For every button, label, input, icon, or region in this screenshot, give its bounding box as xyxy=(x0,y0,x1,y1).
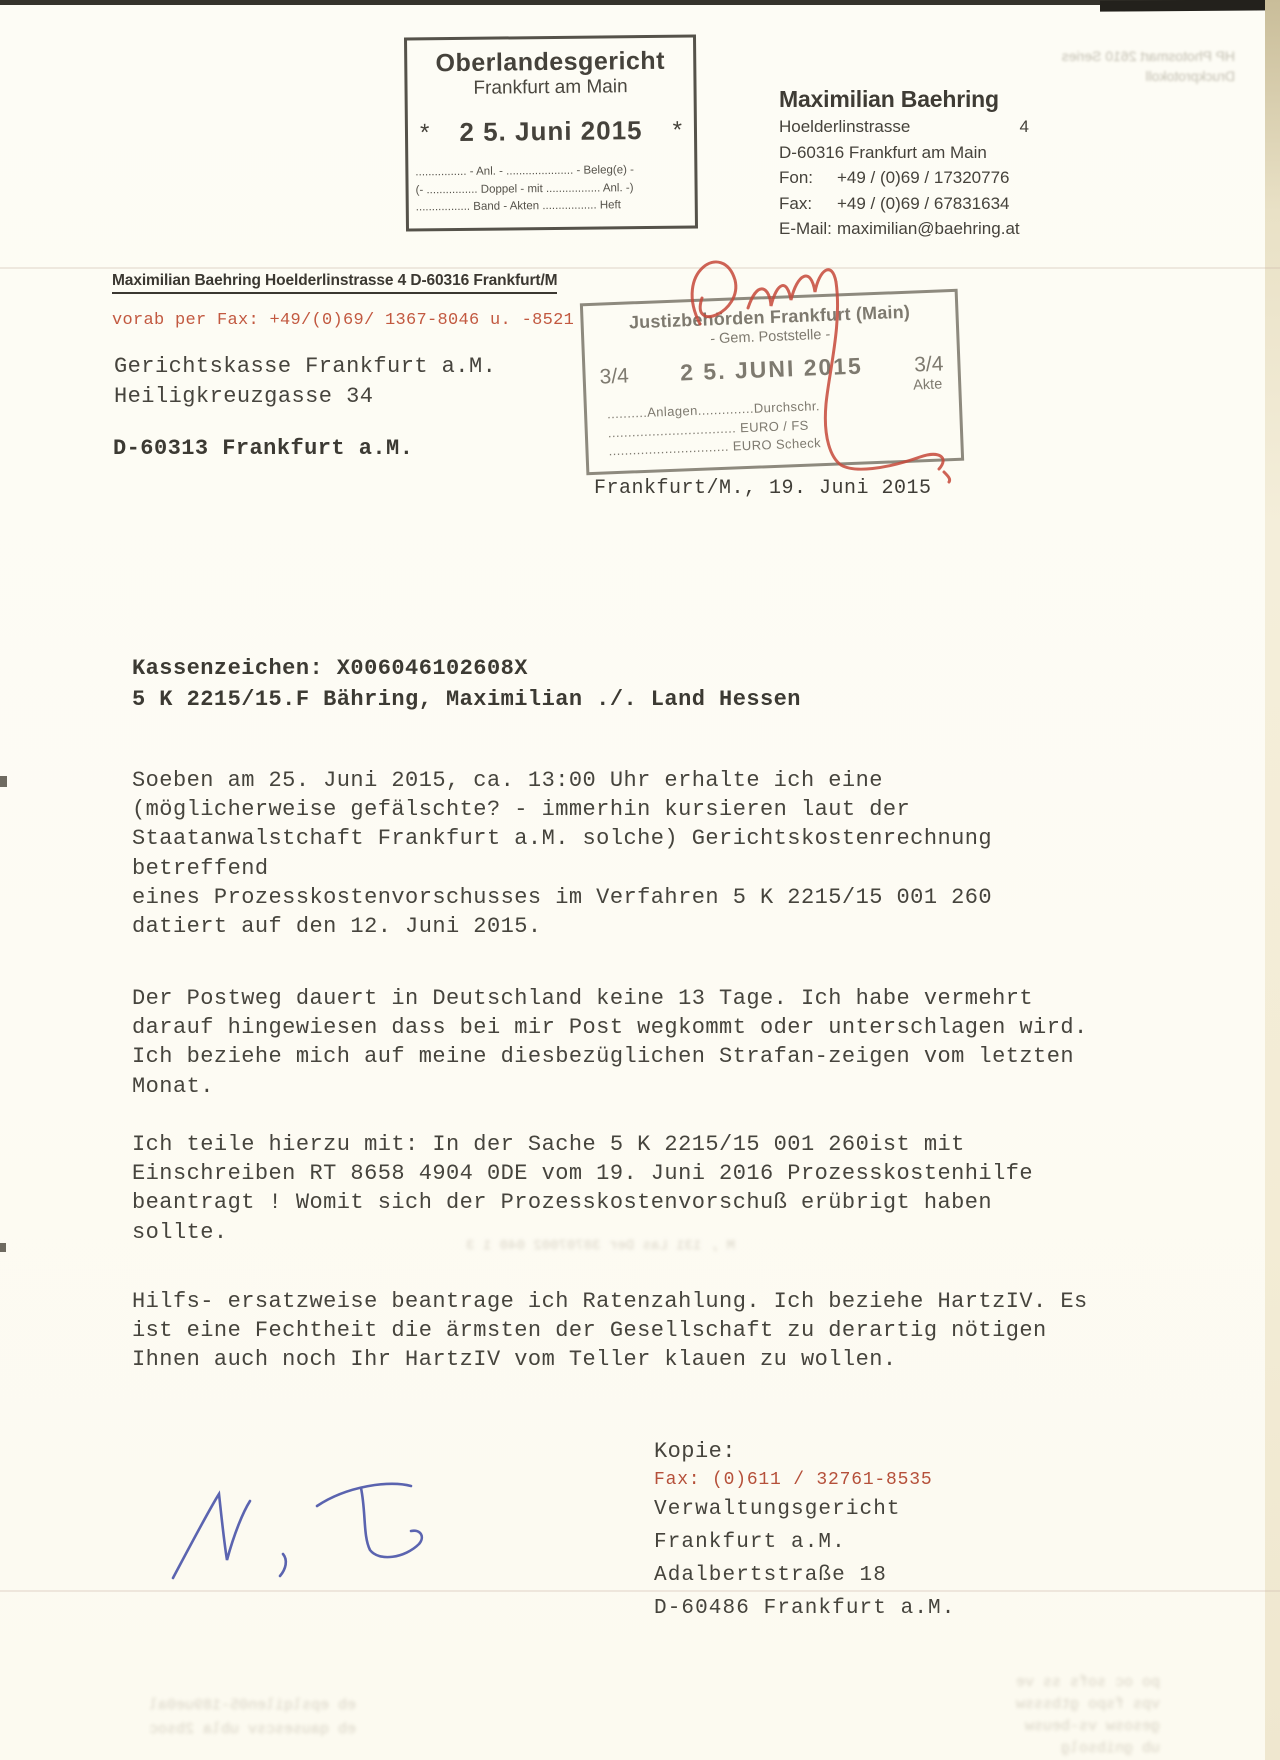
scan-edge-right xyxy=(1265,0,1280,1760)
sender-street: Hoelderlinstrasse xyxy=(779,117,911,136)
post-stamp-title: Justizbehörden Frankfurt (Main) xyxy=(628,301,911,333)
sender-name: Maximilian Baehring xyxy=(779,86,999,112)
body-line: Ich teile hierzu mit: In der Sache 5 K 2215/15 001 260ist mit xyxy=(132,1132,965,1157)
post-stamp-row: .............................. EURO Scheck xyxy=(608,435,822,459)
fon-value: +49 / (0)69 / 17320776 xyxy=(837,168,1010,187)
body-line: Ich beziehe mich auf meine diesbezüglichen Strafan-zeigen vom letzten xyxy=(132,1044,1074,1070)
sender-city xyxy=(779,140,1029,166)
scan-speck xyxy=(0,1243,6,1252)
body-line: datiert auf den 12. Juni 2015. xyxy=(132,914,542,940)
case-reference-line: 5 K 2215/15.F Bähring, Maximilian ./. Land Hessen xyxy=(132,687,801,712)
recipient-line-3: D-60313 Frankfurt a.M. xyxy=(113,436,414,461)
scan-edge-top-right xyxy=(1100,0,1280,12)
post-stamp-row: ..........Anlagen..............Durchschr. xyxy=(606,398,821,422)
recipient-line-2: Heiligkreuzgasse 34 xyxy=(114,384,374,409)
body-line: darauf hingewiesen dass bei mir Post wegkommt oder unterschlagen wird. xyxy=(132,1015,1088,1041)
sender-letterhead xyxy=(779,84,1029,242)
letter-dateline: Frankfurt/M., 19. Juni 2015 xyxy=(594,477,932,500)
sender-house-no: 4 xyxy=(1019,117,1029,136)
stamp-date-row xyxy=(408,115,694,149)
kopie-recipient-line: Frankfurt a.M. xyxy=(654,1531,846,1554)
kopie-fax-line: Fax: (0)611 / 32761-8535 xyxy=(654,1470,933,1490)
bleed-through-text xyxy=(36,1694,356,1742)
bleed-line: eb epslqilen05-189ue0al xyxy=(148,1697,356,1714)
stamp-court-name: Oberlandesgericht xyxy=(435,46,666,78)
body-line: Soeben am 25. Juni 2015, ca. 13:00 Uhr erhalte ich eine xyxy=(132,768,883,793)
email-value: maximilian@baehring.at xyxy=(837,219,1020,238)
stamp-form-row: ................. Band - Akten ................. Heft xyxy=(415,199,621,214)
body-line: Staatanwalstchaft Frankfurt a.M. solche) Gerichtskostenrechnung xyxy=(132,826,993,852)
kopie-label: Kopie: xyxy=(654,1439,736,1464)
bleed-line: eb qausescsv ubla 2bsoc xyxy=(148,1721,356,1738)
post-stamp-subtitle: - Gem. Poststelle - xyxy=(709,326,831,348)
kopie-recipient-line: Adalbertstraße 18 xyxy=(654,1564,887,1587)
sender-fax-row xyxy=(779,191,1029,217)
bleed-line: gesosw vs-beusw xyxy=(1024,1718,1160,1735)
sender-street-row xyxy=(779,114,1029,140)
stamp-form-row: ................ - Anl. - ..................... - Beleg(e) - xyxy=(415,164,635,179)
scan-speck xyxy=(0,776,7,787)
star-icon: * xyxy=(419,118,430,146)
body-line: beantragt ! Womit sich der Prozesskostenvorschuß erübrigt haben xyxy=(132,1190,993,1216)
paragraph-2 xyxy=(132,984,1088,1101)
body-line: Hilfs- ersatzweise beantrage ich Ratenzahlung. Ich beziehe HartzIV. Es xyxy=(132,1289,1088,1314)
post-stamp-row: ................................ EURO / FS xyxy=(607,417,809,440)
post-stamp-akte-label: Akte xyxy=(912,376,943,394)
bleed-line: ub gnibsolg xyxy=(1060,1740,1160,1757)
stamp-form-row: (- ................ Doppel - mit ................. Anl. -) xyxy=(415,181,634,196)
body-line: (möglicherweise gefälschte? - immerhin kursieren laut der xyxy=(132,797,911,823)
paragraph-3 xyxy=(132,1130,1033,1247)
star-icon: * xyxy=(672,116,683,144)
bleed-through-text: M , 131 Las Der 38707002 040 1 3 xyxy=(466,1238,735,1254)
body-line: Monat. xyxy=(132,1073,214,1099)
sender-city-text: D-60316 Frankfurt am Main xyxy=(779,142,987,162)
kopie-recipient-line: Verwaltungsgericht xyxy=(654,1498,901,1521)
post-stamp-fraction-right: 3/4 xyxy=(913,352,944,377)
red-pen-signature xyxy=(618,232,1018,492)
paragraph-4 xyxy=(132,1287,1088,1375)
fax-label: Fax: xyxy=(779,193,813,213)
stamp-date: 2 5. Juni 2015 xyxy=(459,115,643,147)
bleed-line: po oc sofs ss ve xyxy=(1015,1674,1160,1691)
post-stamp-fraction-left: 3/4 xyxy=(599,364,630,389)
stamp-court-city: Frankfurt am Main xyxy=(473,76,628,99)
bleed-line: HP Photosmart 2610 Series xyxy=(1061,48,1235,64)
body-line: Ihnen auch noch Ihr HartzIV vom Teller klauen zu wollen. xyxy=(132,1347,897,1373)
handwritten-signature xyxy=(155,1468,445,1593)
body-line: Der Postweg dauert in Deutschland keine 13 Tage. Ich habe vermehrt xyxy=(132,986,1034,1011)
fax-advance-note: vorab per Fax: +49/(0)69/ 1367-8046 u. -8521 xyxy=(112,311,575,330)
fon-label: Fon: xyxy=(779,168,814,187)
bleed-through-text xyxy=(1020,46,1235,86)
return-address-line: Maximilian Baehring Hoelderlinstrasse 4 D-60316 Frankfurt/M xyxy=(112,272,557,294)
scan-edge-top xyxy=(0,0,1280,5)
kassenzeichen-line: Kassenzeichen: X006046102608X xyxy=(132,656,528,681)
court-received-stamp xyxy=(404,34,698,231)
sender-fon-row xyxy=(779,165,1029,191)
body-line: ist eine Fechtheit die ärmsten der Gesellschaft zu derartig nötigen xyxy=(132,1318,1047,1344)
post-stamp-date: 2 5. JUNI 2015 xyxy=(679,352,864,386)
bleed-through-text xyxy=(860,1672,1160,1760)
recipient-line-1: Gerichtskasse Frankfurt a.M. xyxy=(114,354,497,379)
body-line: sollte. xyxy=(132,1219,228,1245)
stamp-form-rows xyxy=(408,162,695,217)
body-line: eines Prozesskostenvorschusses im Verfahren 5 K 2215/15 001 260 xyxy=(132,884,993,910)
kopie-recipient-line: D-60486 Frankfurt a.M. xyxy=(654,1597,956,1620)
bleed-line: vps fspo gtbsssw xyxy=(1015,1696,1160,1713)
bleed-line: Druckprotokoll xyxy=(1145,68,1235,84)
body-line: Einschreiben RT 8658 4904 0DE vom 19. Juni 2016 Prozesskostenhilfe xyxy=(132,1161,1034,1187)
email-label: E-Mail: xyxy=(779,219,832,238)
fax-value: +49 / (0)69 / 67831634 xyxy=(837,193,1010,213)
paragraph-1 xyxy=(132,766,992,941)
body-line: betreffend xyxy=(132,855,269,881)
